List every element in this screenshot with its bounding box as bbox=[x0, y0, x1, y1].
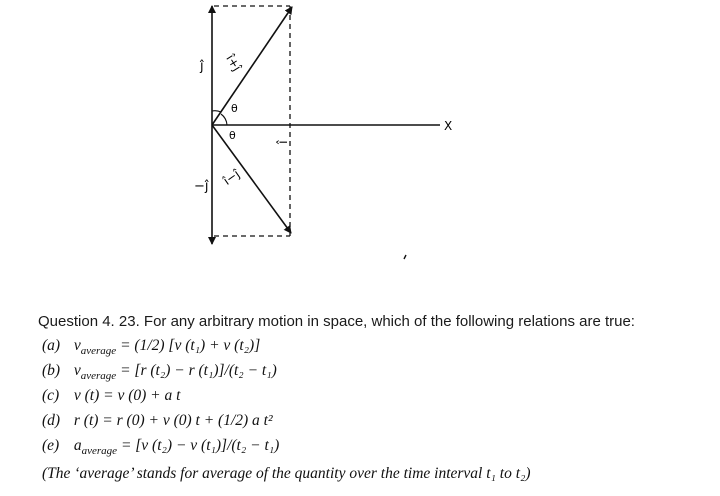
option-rhs: = (1/2) [v (t₁) + v (t₂)] bbox=[120, 337, 261, 354]
vector-i-plus-j bbox=[212, 7, 292, 125]
x-axis-label: X bbox=[444, 119, 453, 133]
option-d bbox=[42, 412, 273, 430]
label-i-plus-j: î+ĵ bbox=[223, 51, 245, 74]
label-j: ĵ bbox=[200, 59, 204, 74]
option-label: (a) bbox=[42, 337, 61, 354]
option-e bbox=[42, 437, 279, 457]
option-label: (b) bbox=[42, 362, 61, 379]
option-lhs: r (t) bbox=[73, 412, 99, 429]
option-rhs: = r (0) + v (0) t + (1/2) a t² bbox=[102, 412, 273, 429]
option-lhs-sub: average bbox=[80, 370, 117, 383]
stray-mark bbox=[404, 255, 406, 259]
option-rhs: = v (0) + a t bbox=[103, 387, 181, 404]
option-a bbox=[42, 337, 260, 357]
question-title: Question 4. 23. For any arbitrary motion in space, which of the following relations are true: bbox=[38, 313, 635, 330]
angle-arc-bottom bbox=[221, 114, 227, 125]
theta-bottom: θ bbox=[229, 129, 236, 142]
label-i-minus-j: î−ĵ bbox=[220, 166, 243, 188]
option-rhs: = [v (t₂) − v (t₁)]/(t₂ − t₁) bbox=[120, 437, 280, 454]
option-label: (e) bbox=[42, 437, 60, 454]
option-lhs-sub: average bbox=[81, 445, 118, 458]
question-note: (The ‘average’ stands for average of the quantity over the time interval t₁ to t₂) bbox=[42, 465, 531, 482]
option-lhs: v (t) bbox=[73, 387, 100, 404]
option-c bbox=[42, 387, 180, 405]
label-i: î bbox=[276, 140, 291, 144]
option-label: (d) bbox=[42, 412, 61, 429]
option-rhs: = [r (t₂) − r (t₁)]/(t₂ − t₁) bbox=[120, 362, 277, 379]
angle-arc-top bbox=[212, 111, 221, 112]
option-b bbox=[42, 362, 277, 382]
theta-top: θ bbox=[231, 102, 238, 115]
option-lhs: v bbox=[73, 362, 81, 379]
option-lhs-sub: average bbox=[80, 345, 117, 358]
option-lhs: v bbox=[73, 337, 81, 354]
label-neg-j: −ĵ bbox=[194, 179, 209, 194]
option-lhs: a bbox=[73, 437, 82, 454]
option-label: (c) bbox=[42, 387, 60, 404]
